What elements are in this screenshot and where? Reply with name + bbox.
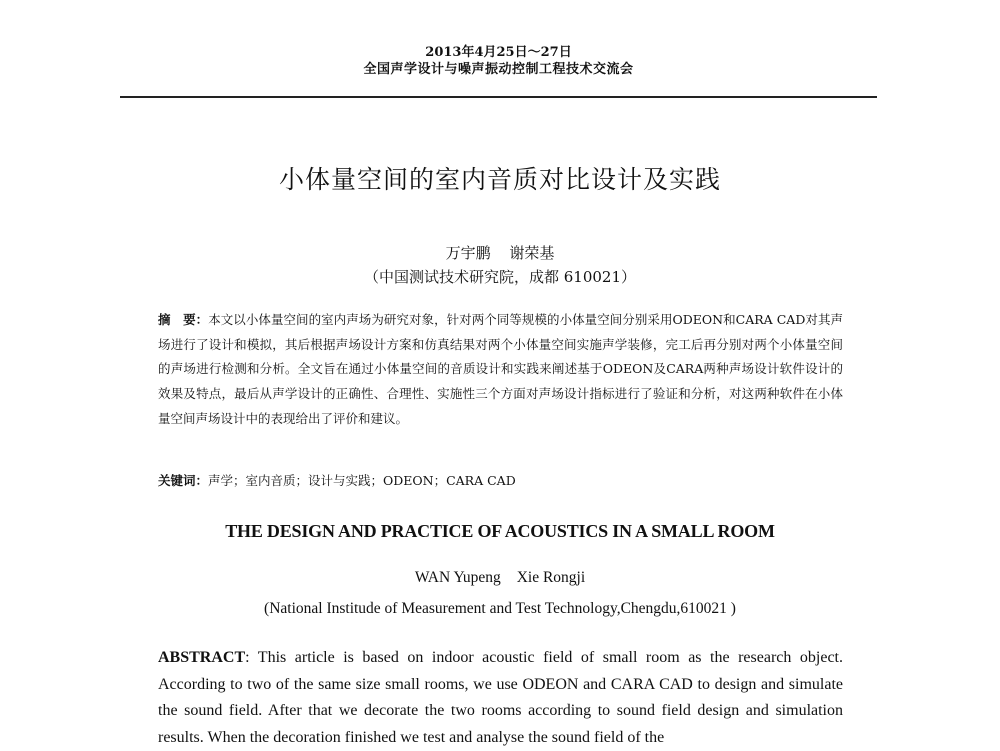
keywords-cn-text: 声学；室内音质；设计与实践；ODEON；CARA CAD (208, 473, 516, 488)
header-divider (120, 96, 877, 98)
abstract-cn-label: 摘 要： (158, 312, 209, 327)
abstract-cn-text: 本文以小体量空间的室内声场为研究对象，针对两个同等规模的小体量空间分别采用ODEON和CARA CAD对其声场进行了设计和模拟，其后根据声场设计方案和仿真结果对两个小体量空间实施声学装修，完工后再分别对两个小体量空间的声场进行检测和分析。全文旨在通过小体量空间的音质设计和实践来阐述基于ODEON及CARA两种声场设计软件设计的效果及特点，最后从声学设计的正确性、合理性、实施性三个方面对声场设计指标进行了验证和分析，对这两种软件在小体量空间声场设计中的表现给出了评价和建议。 (158, 312, 843, 426)
author-cn-2: 谢荣基 (509, 244, 555, 262)
keywords-cn (158, 471, 843, 489)
affiliation-cn: （中国测试技术研究院，成都 610021） (363, 268, 637, 286)
authors-cn (0, 242, 1000, 263)
paper-title-cn: 小体量空间的室内音质对比设计及实践 (278, 165, 721, 194)
affiliation-en: (National Institude of Measurement and Test Technology,Chengdu,610021 ) (264, 600, 736, 617)
running-header (120, 44, 877, 79)
author-cn-1: 万宇鹏 (445, 244, 491, 262)
authors-en (0, 569, 1000, 587)
conference-date: 2013年4月25日～27日 (425, 45, 572, 60)
author-en-1: WAN Yupeng (414, 569, 501, 586)
abstract-en-text: : This article is based on indoor acoustic field of small room as the research object. According to two of the same size small rooms, we use ODEON and CARA CAD to design and simulate the sound field. After that we decorate the two rooms according to sound field design and simulation results. When the decoration finished we test and analyse the sound field of the (158, 649, 843, 746)
abstract-en-label: ABSTRACT (158, 649, 246, 666)
abstract-cn (158, 308, 843, 432)
keywords-cn-label: 关键词： (158, 473, 209, 488)
abstract-en (158, 645, 843, 751)
paper-title-en: THE DESIGN AND PRACTICE OF ACOUSTICS IN A SMALL ROOM (225, 521, 775, 541)
conference-name: 全国声学设计与噪声振动控制工程技术交流会 (363, 62, 634, 77)
author-en-2: Xie Rongji (516, 569, 586, 586)
